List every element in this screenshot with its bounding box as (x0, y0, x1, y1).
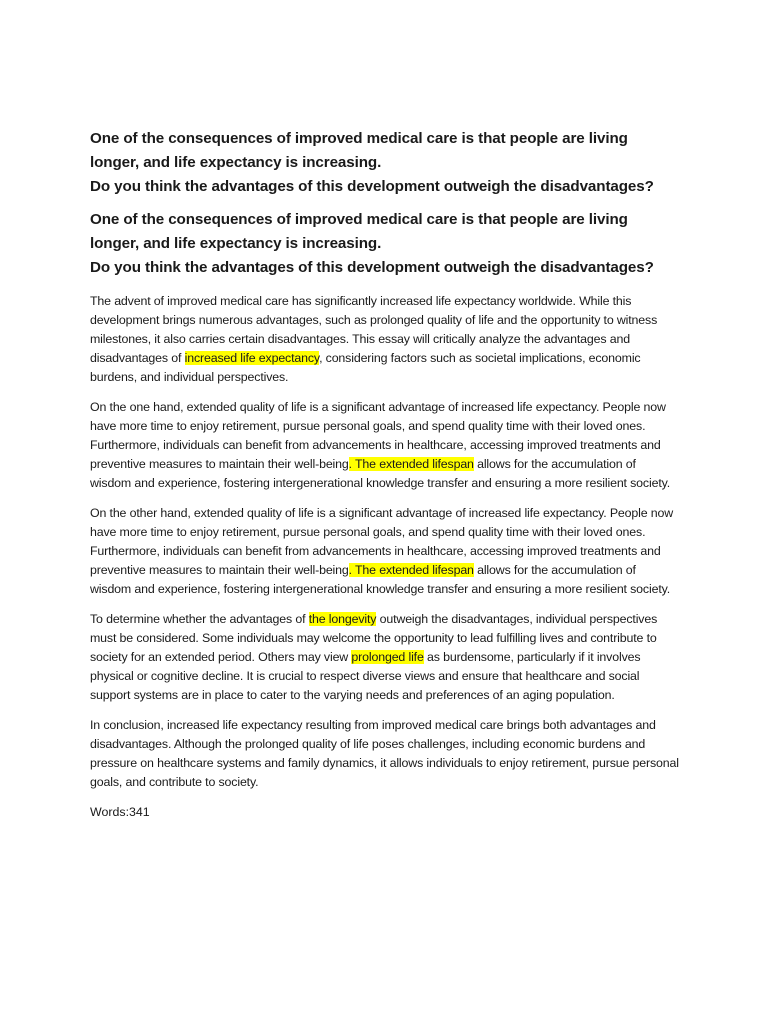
highlighted-phrase: prolonged life (351, 650, 424, 664)
document-page (90, 127, 680, 822)
highlighted-phrase: increased life expectancy (184, 351, 320, 365)
paragraph-advantages (90, 398, 680, 493)
word-count: Words:341 (90, 805, 150, 819)
paragraph-perspectives (90, 610, 680, 705)
paragraph-text: allows for the accumulation of wisdom and experience, fostering intergenerational knowledge transfer and ensuring a more resilient society. (90, 457, 671, 490)
essay-prompt-repeat (90, 208, 680, 280)
prompt-line-2: longer, and life expectancy is increasing. (90, 154, 382, 171)
paragraph-text: In conclusion, increased life expectancy resulting from improved medical care brings both advantages and disadvantages. Although the prolonged quality of life poses challenges, including economic burdens and pressure on healthcare systems and family dynamics, it allows individuals to enjoy retirement, pursue personal goals, and contribute to society. (90, 718, 679, 789)
prompt-line-3: Do you think the advantages of this development outweigh the disadvantages? (90, 178, 654, 195)
highlighted-phrase: . The extended lifespan (348, 563, 474, 577)
essay-body (90, 292, 680, 822)
paragraph-text: On the other hand, extended quality of life is a significant advantage of increased life expectancy. People now have more time to enjoy retirement, pursue personal goals, and spend quality time with their loved ones. Furthermore, individuals can benefit from advancements in healthcare, accessing improved treatments and preventive measures to maintain their well-being (90, 506, 674, 577)
paragraph-text: To determine whether the advantages of (90, 612, 309, 626)
paragraph-other-hand (90, 504, 680, 599)
highlighted-phrase: . The extended lifespan (348, 457, 474, 471)
paragraph-text: as burdensome, particularly if it involves physical or cognitive decline. It is crucial to respect diverse views and ensure that healthcare and social support systems are in place to cater to the varying needs and preferences of an aging population. (90, 650, 641, 702)
prompt-repeat-line-1: One of the consequences of improved medical care is that people are living (90, 211, 628, 228)
paragraph-conclusion (90, 716, 680, 792)
paragraph-text: The advent of improved medical care has significantly increased life expectancy worldwide. While this development brings numerous advantages, such as prolonged quality of life and the opportunity to witness milestones, it also carries certain disadvantages. This essay will critically analyze the advantages and disadvantages of (90, 294, 658, 365)
paragraph-text: On the one hand, extended quality of life is a significant advantage of increased life expectancy. People now have more time to enjoy retirement, pursue personal goals, and spend quality time with their loved ones. Furthermore, individuals can benefit from advancements in healthcare, accessing improved treatments and preventive measures to maintain their well-being (90, 400, 666, 471)
paragraph-text: , considering factors such as societal implications, economic burdens, and individual perspectives. (90, 351, 641, 384)
essay-prompt (90, 127, 680, 199)
paragraph-introduction (90, 292, 680, 387)
prompt-repeat-line-2: longer, and life expectancy is increasing. (90, 235, 382, 252)
prompt-repeat-line-3: Do you think the advantages of this development outweigh the disadvantages? (90, 259, 654, 276)
paragraph-text: allows for the accumulation of wisdom and experience, fostering intergenerational knowledge transfer and ensuring a more resilient society. (90, 563, 671, 596)
prompt-line-1: One of the consequences of improved medical care is that people are living (90, 130, 628, 147)
paragraph-text: outweigh the disadvantages, individual perspectives must be considered. Some individuals may welcome the opportunity to lead fulfilling lives and contribute to society for an extended period. Others may view (90, 612, 658, 664)
highlighted-phrase: the longevity (308, 612, 377, 626)
